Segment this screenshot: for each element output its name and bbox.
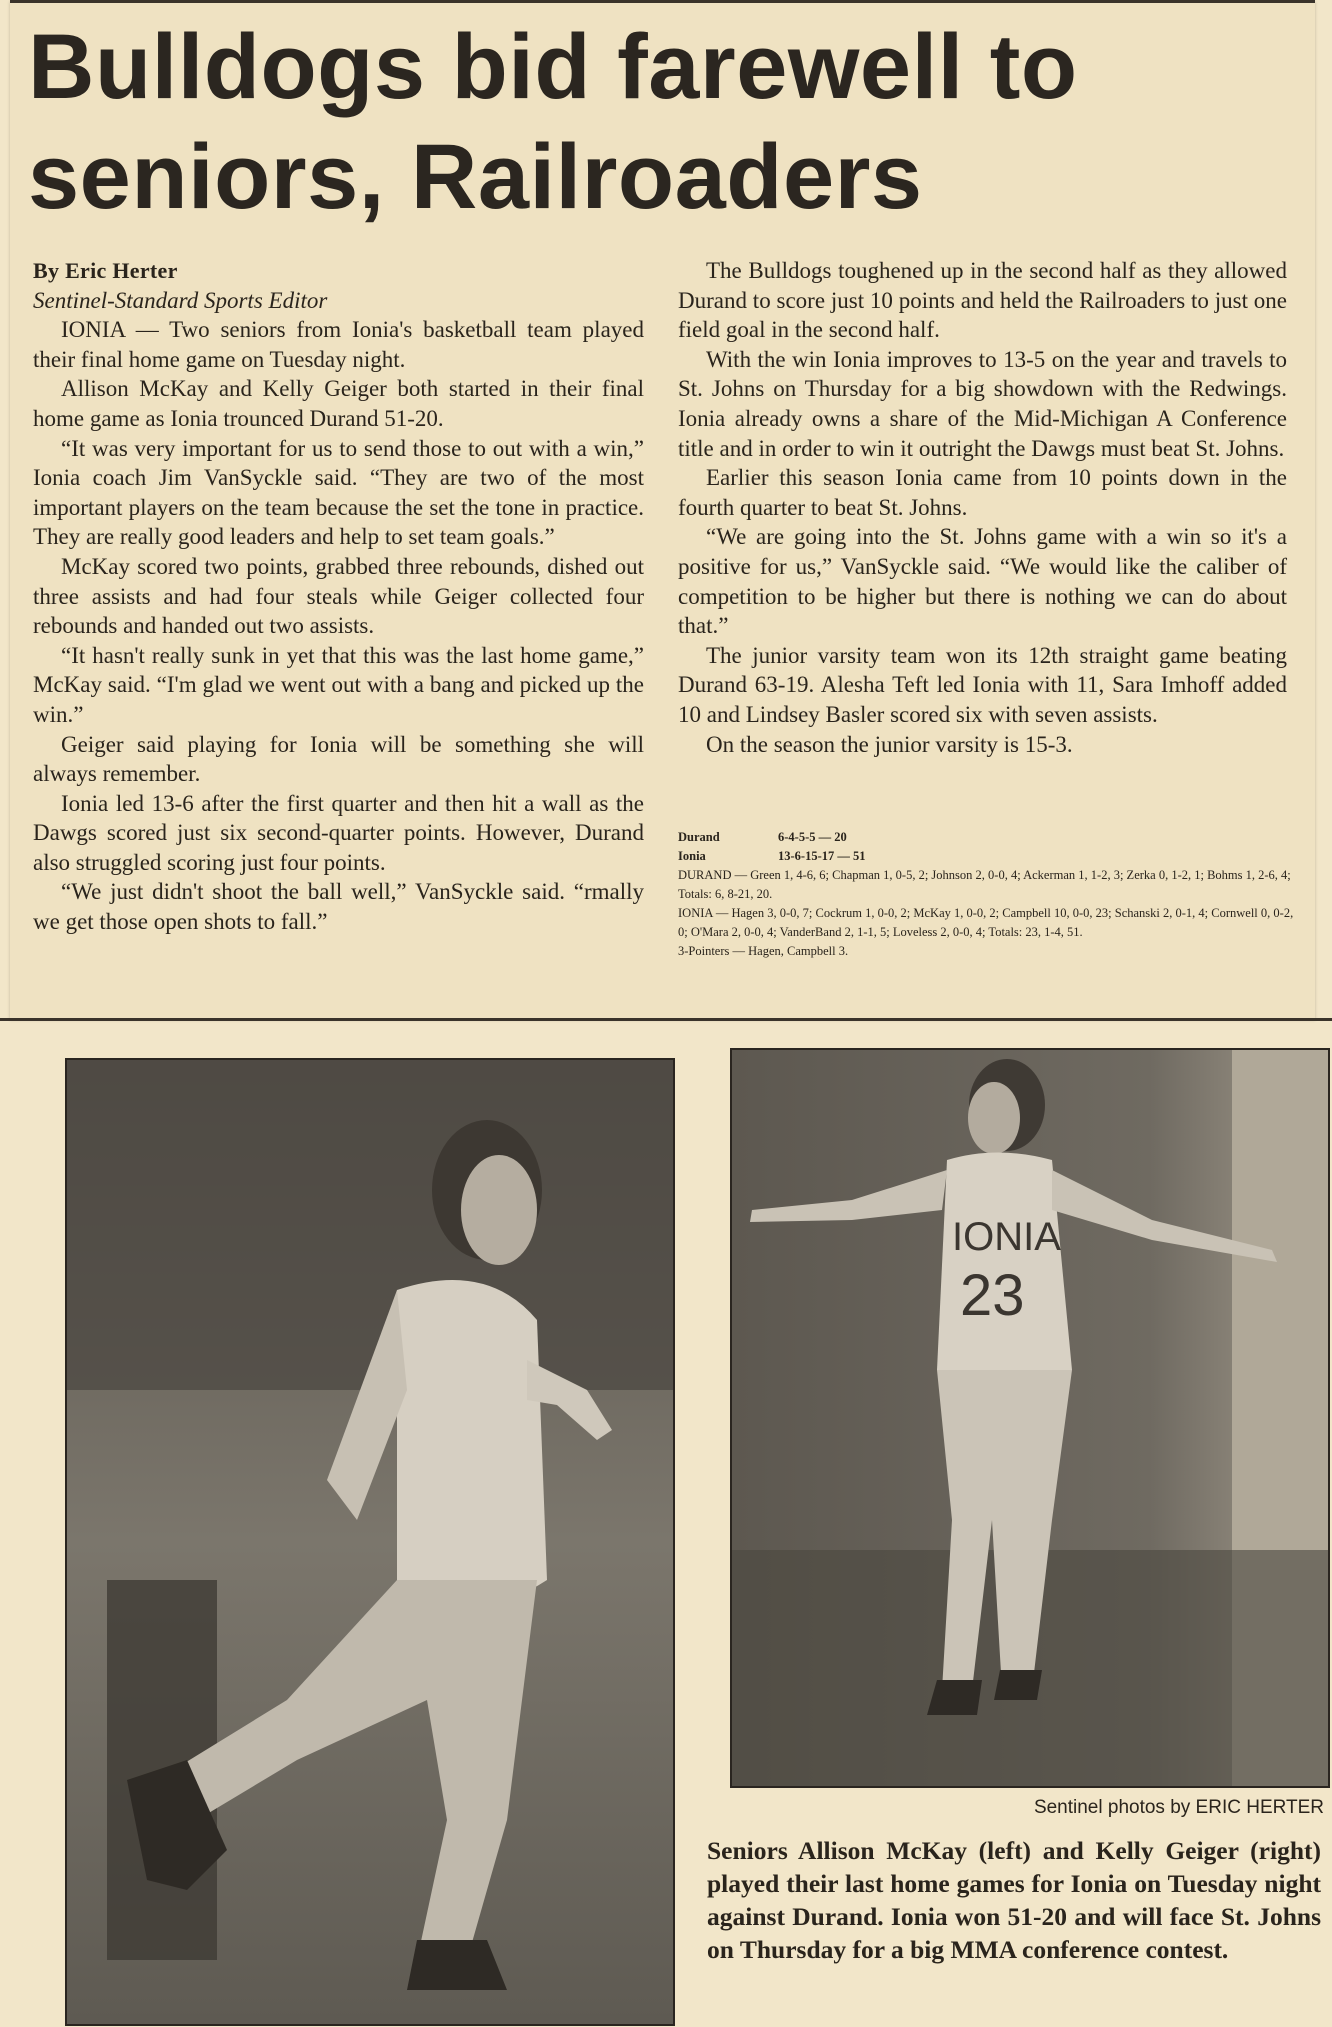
box-score (678, 828, 1298, 961)
paragraph: On the season the junior varsity is 15-3. (706, 731, 1073, 757)
box-score-team: Ionia (678, 849, 706, 863)
paragraph: Ionia led 13-6 after the first quarter and then hit a wall as the Dawgs scored just six second-quarter points. However, Durand also struggled scoring just four points. (33, 790, 644, 875)
paragraph: McKay scored two points, grabbed three rebounds, dished out three assists and had four steals while Geiger collected four rebounds and handed out two assists. (33, 553, 644, 639)
paragraph: “It hasn't really sunk in yet that this was the last home game,” McKay said. “I'm glad we went out with a bang and picked up the win.” (33, 642, 644, 727)
jersey-team: IONIA (952, 1215, 1061, 1259)
photo-geiger-image (732, 1050, 1328, 1786)
paragraph: IONIA — Two seniors from Ionia's basketball team played their final home game on Tuesday night. (33, 317, 644, 372)
box-score-line (678, 847, 1298, 866)
photo-geiger (730, 1048, 1330, 1788)
box-score-line (678, 828, 1298, 847)
paragraph: Allison McKay and Kelly Geiger both started in their final home game as Ionia trounced Durand 51-20. (33, 376, 644, 431)
box-score-team: Durand (678, 830, 720, 844)
paragraph: The Bulldogs toughened up in the second half as they allowed Durand to score just 10 points and held the Railroaders to just one field goal in the second half. (678, 258, 1287, 343)
paragraph: Geiger said playing for Ionia will be something she will always remember. (33, 731, 644, 787)
byline-author: By Eric Herter (33, 258, 178, 283)
headline: Bulldogs bid farewell to seniors, Railroaders (28, 16, 1078, 228)
right-column (678, 256, 1287, 759)
paragraph: “It was very important for us to send those to out with a win,” Ionia coach Jim VanSyckle said. “They are two of the most important players on the team because the set the tone in practice. They are really good leaders and help to set team goals.” (33, 435, 644, 550)
paragraph: “We are going into the St. Johns game with a win so it's a positive for us,” VanSyckle said. “We would like the caliber of competition to be higher but there is nothing we can do about that.” (678, 524, 1287, 639)
jersey-number: 23 (960, 1263, 1025, 1328)
photo-mckay-image (67, 1060, 673, 2024)
box-score-durand: DURAND — Green 1, 4-6, 6; Chapman 1, 0-5, 2; Johnson 2, 0-0, 4; Ackerman 1, 1-2, 3; Zerka 0, 1-2, 1; Bohms 1, 2-6, 4; Totals: 6, 8-21, 20. (678, 868, 1291, 901)
box-score-ionia: IONIA — Hagen 3, 0-0, 7; Cockrum 1, 0-0, 2; McKay 1, 0-0, 2; Campbell 10, 0-0, 23; Schanski 2, 0-1, 4; Cornwell 0, 0-2, 0; O'Mara 2, 0-0, 4; VanderBand 2, 1-1, 5; Loveless 2, 0-0, 4; Totals: 23, 1-4, 51. (678, 906, 1294, 939)
photo-mckay (65, 1058, 675, 2026)
paragraph: The junior varsity team won its 12th straight game beating Durand 63-19. Alesha Teft led Ionia with 11, Sara Imhoff added 10 and Lindsey Basler scored six with seven assists. (678, 642, 1287, 727)
divider (0, 1018, 1332, 1021)
byline-title: Sentinel-Standard Sports Editor (33, 287, 328, 313)
paragraph: “We just didn't shoot the ball well,” VanSyckle said. “rmally we get those open shots to fall.” (33, 879, 644, 935)
paragraph: With the win Ionia improves to 13-5 on the year and travels to St. Johns on Thursday for a big showdown with the Redwings. Ionia already owns a share of the Mid-Michigan A Conference title and in order to win it outright the Dawgs must beat St. Johns. (678, 346, 1287, 461)
box-score-quarters: 13-6-15-17 — 51 (778, 849, 866, 863)
photo-caption: Seniors Allison McKay (left) and Kelly Geiger (right) played their last home games for Ionia on Tuesday night against Durand. Ionia won 51-20 and will face St. Johns on Thursday for a big MMA conference contest. (707, 1836, 1321, 1964)
paragraph: Earlier this season Ionia came from 10 points down in the fourth quarter to beat St. Johns. (678, 465, 1287, 520)
box-score-three-pointers: 3-Pointers — Hagen, Campbell 3. (678, 944, 849, 958)
box-score-quarters: 6-4-5-5 — 20 (778, 830, 847, 844)
photo-credit: Sentinel photos by ERIC HERTER (1033, 1797, 1324, 1818)
left-column (33, 256, 644, 937)
